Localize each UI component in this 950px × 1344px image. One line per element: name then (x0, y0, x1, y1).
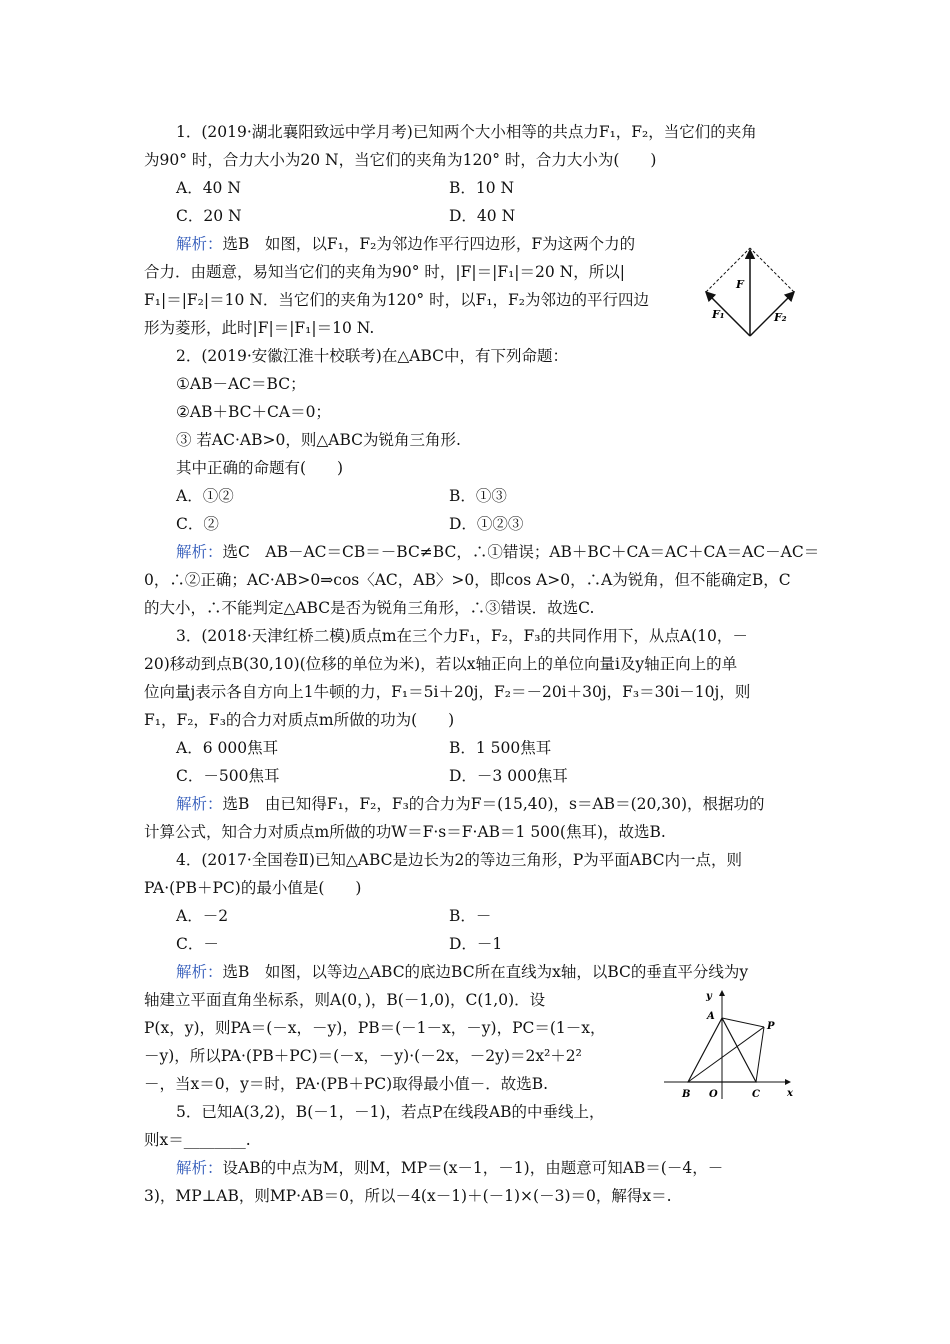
label-f: F (736, 278, 744, 291)
q3-option-a: A．6 000焦耳 (176, 739, 279, 757)
solution-label: 解析： (176, 963, 223, 981)
q3-option-b: B．1 500焦耳 (449, 739, 552, 757)
q5-solution-line-2: 3)，MP⊥AB，则MP·AB＝0，所以－4(x－1)＋(－1)×(－3)＝0，解得x＝. (144, 1187, 672, 1205)
q2-solution-line-2: 0，∴②正确；AC·AB>0⇒cos〈AC，AB〉>0，即cos A>0，∴A为锐角，但不能确定B，C (144, 571, 791, 589)
label-a: A (707, 1011, 715, 1022)
solution-label: 解析： (176, 543, 223, 561)
label-o: O (709, 1089, 718, 1100)
q5-solution-line-1 (176, 1159, 723, 1177)
q1-solution-line-3: F₁|＝|F₂|＝10 N．当它们的夹角为120° 时，以F₁，F₂为邻边的平行四边 (144, 291, 650, 309)
solution-text: 选B 如图，以F₁，F₂为邻边作平行四边形，F为这两个力的 (222, 235, 636, 253)
q4-option-a: A．－2 (176, 907, 229, 925)
solution-label: 解析： (176, 235, 223, 253)
label-x: x (787, 1088, 793, 1099)
label-b: B (682, 1089, 691, 1100)
q4-option-b: B．－ (449, 907, 492, 925)
q2-option-c: C．② (176, 515, 219, 533)
q4-solution-line-1 (176, 963, 748, 981)
segment-bp (688, 1027, 764, 1082)
q4-line-2: PA·(PB＋PC)的最小值是( ) (144, 879, 362, 897)
q4-solution-line-5: －，当x＝0，y＝时，PA·(PB＋PC)取得最小值－．故选B. (144, 1075, 549, 1093)
solution-text: 选C AB－AC＝CB＝－BC≠BC，∴①错误；AB＋BC＋CA＝AC＋CA＝AC－AC＝ (222, 543, 820, 561)
q4-solution-line-4: －y)，所以PA·(PB＋PC)＝(－x，－y)·(－2x，－2y)＝2x²＋2² (144, 1047, 582, 1065)
q2-option-a: A．①② (176, 487, 234, 505)
q1-line-2: 为90° 时，合力大小为20 N，当它们的夹角为120° 时，合力大小为( ) (144, 151, 657, 169)
solution-label: 解析： (176, 795, 223, 813)
q3-line-3: 位向量j表示各自方向上1牛顿的力，F₁＝5i＋20j，F₂＝－20i＋30j，F₃＝30i－10j，则 (144, 683, 751, 701)
q2-line-1: 2．(2019·安徽江淮十校联考)在△ABC中，有下列命题： (176, 347, 568, 365)
q3-solution-line-2: 计算公式，知合力对质点m所做的功W＝F·s＝F·AB＝1 500(焦耳)，故选B. (144, 823, 666, 841)
solution-text: 选B 由已知得F₁，F₂，F₃的合力为F＝(15,40)，s＝AB＝(20,30)，根据功的 (222, 795, 765, 813)
q2-line-2: ①AB－AC＝BC； (176, 375, 306, 393)
label-p: P (767, 1021, 775, 1032)
q4-line-1: 4．(2017·全国卷Ⅱ)已知△ABC是边长为2的等边三角形，P为平面ABC内一点，则 (176, 851, 743, 869)
q1-solution-line-2: 合力．由题意，易知当它们的夹角为90° 时，|F|＝|F₁|＝20 N，所以| (144, 263, 625, 281)
q2-line-4: ③ 若AC·AB>0，则△ABC为锐角三角形. (176, 431, 461, 449)
q5-line-1: 5．已知A(3,2)，B(－1，－1)，若点P在线段AB的中垂线上， (176, 1103, 605, 1121)
f2-vector (750, 292, 794, 336)
q2-option-d: D．①②③ (449, 515, 524, 533)
q4-solution-line-3: P(x，y)，则PA＝(－x，－y)，PB＝(－1－x，－y)，PC＝(1－x， (144, 1019, 606, 1037)
q3-line-1: 3．(2018·天津红桥二模)质点m在三个力F₁，F₂，F₃的共同作用下，从点A(10，－ (176, 627, 748, 645)
q3-option-c: C．－500焦耳 (176, 767, 280, 785)
q2-solution-line-3: 的大小，∴不能判定△ABC是否为锐角三角形，∴③错误．故选C. (144, 599, 595, 617)
q1-solution-line-1 (176, 235, 635, 253)
segment-cp (756, 1027, 764, 1082)
q4-option-d: D．－1 (449, 935, 503, 953)
q5-line-2: 则x＝________. (144, 1131, 251, 1149)
q2-line-5: 其中正确的命题有( ) (176, 459, 344, 477)
q3-line-2: 20)移动到点B(30,10)(位移的单位为米)，若以x轴正向上的单位向量i及y轴正向上的单 (144, 655, 738, 673)
q2-line-3: ②AB＋BC＋CA＝0； (176, 403, 331, 421)
force-parallelogram-figure (700, 238, 800, 338)
solution-label: 解析： (176, 1159, 223, 1177)
q1-line-1: 1．(2019·湖北襄阳致远中学月考)已知两个大小相等的共点力F₁，F₂，当它们的夹角 (176, 123, 757, 141)
q4-solution-line-2: 轴建立平面直角坐标系，则A(0，)，B(－1,0)，C(1,0)．设 (144, 991, 546, 1009)
q3-solution-line-1 (176, 795, 765, 813)
label-c: C (752, 1089, 760, 1100)
q2-option-b: B．①③ (449, 487, 507, 505)
q1-option-b: B．10 N (449, 179, 515, 197)
q3-line-4: F₁，F₂，F₃的合力对质点m所做的功为( ) (144, 711, 455, 729)
q1-option-a: A．40 N (176, 179, 241, 197)
solution-text: 选B 如图，以等边△ABC的底边BC所在直线为x轴，以BC的垂直平分线为y (222, 963, 749, 981)
q1-option-d: D．40 N (449, 207, 516, 225)
q2-solution-line-1 (176, 543, 819, 561)
label-f2: F₂ (774, 311, 787, 324)
q1-option-c: C．20 N (176, 207, 242, 225)
label-f1: F₁ (712, 308, 725, 321)
coordinate-triangle-figure (660, 985, 800, 1103)
q3-option-d: D．－3 000焦耳 (449, 767, 568, 785)
label-y: y (706, 991, 712, 1002)
solution-text: 设AB的中点为M，则M，MP＝(x－1，－1)，由题意可知AB＝(－4，－ (222, 1159, 724, 1177)
q1-solution-line-4: 形为菱形，此时|F|＝|F₁|＝10 N. (144, 319, 375, 337)
segment-ap (722, 1018, 764, 1027)
q4-option-c: C．－ (176, 935, 219, 953)
dashed-side-right (750, 248, 794, 292)
